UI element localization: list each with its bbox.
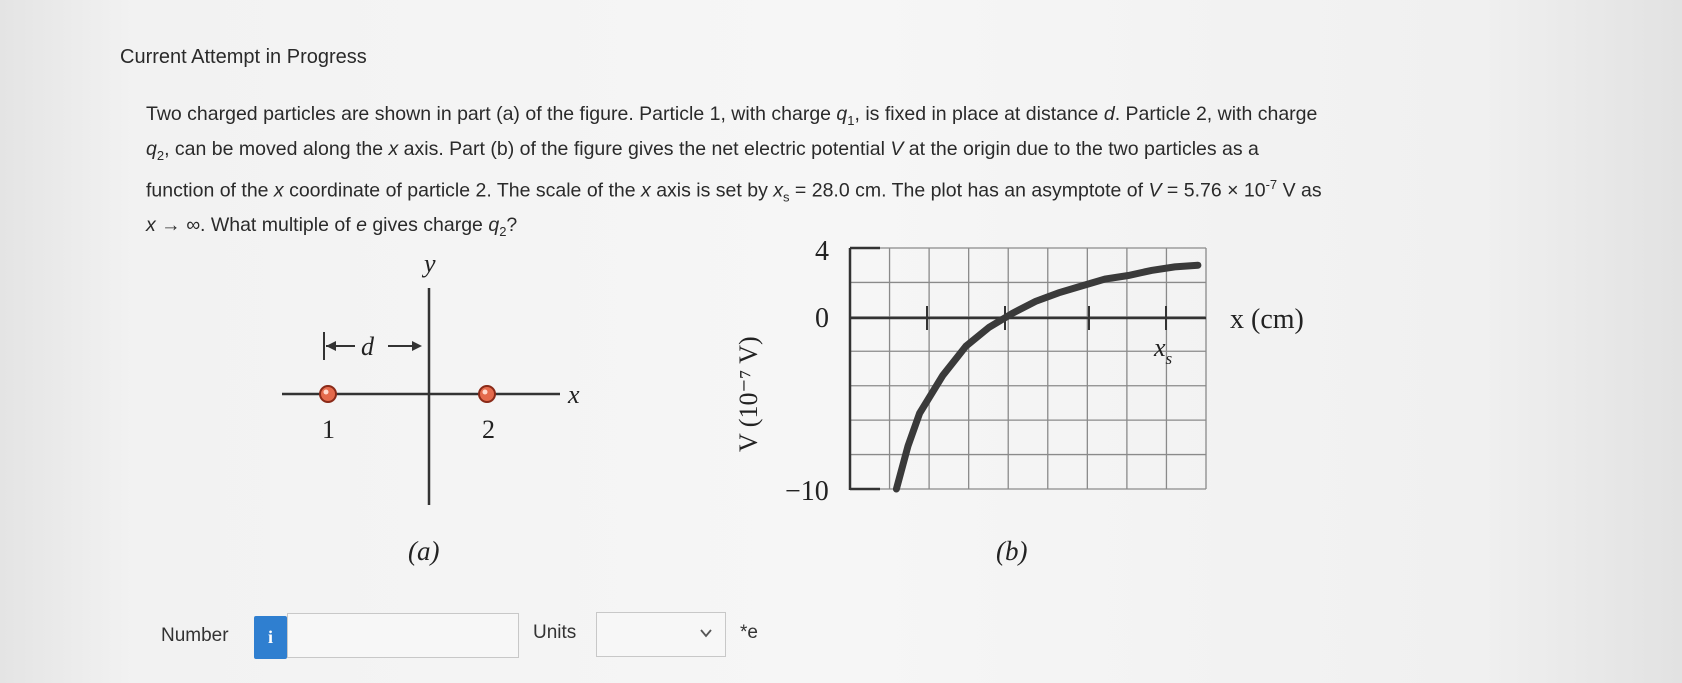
y-axis-label: y	[424, 249, 436, 278]
units-select[interactable]	[596, 612, 726, 657]
figure-a	[282, 249, 580, 566]
particle-1	[320, 386, 336, 444]
number-input[interactable]	[287, 613, 519, 658]
question-text: Two charged particles are shown in part (a) of the figure. Particle 1, with charge $q_1$, is fixed in place at distance d. Particle 2, with charge $q_2$, can be moved along the x axis. Part (b) of the figure gives the net electric potential V at the origin due to the two particles as a function of the x coordinate of particle 2. The scale of the x axis is set by $x_s = 28.0$ cm. The plot has an asymptote of $V = 5.76 \times 10^{-7}$ V as x → ∞. What multiple of e gives charge $q_2$?	[146, 103, 1322, 240]
x-axis-title: x (cm)	[1230, 304, 1304, 335]
y-axis-title: V (10⁻⁷ V)	[734, 336, 763, 452]
answer-suffix: *e	[740, 622, 758, 643]
info-icon[interactable]: i	[254, 616, 287, 659]
particle-1-label: 1	[322, 415, 335, 444]
y-tick-label-0: 0	[815, 303, 829, 334]
particle-2-label: 2	[482, 415, 495, 444]
particle-2	[479, 386, 495, 444]
section-heading: Current Attempt in Progress	[120, 46, 367, 68]
chevron-down-icon	[699, 626, 713, 640]
distance-d-marker	[324, 332, 422, 361]
d-label: d	[361, 332, 374, 361]
y-tick-label-4: 4	[815, 236, 829, 267]
y-tick-label-minus10: −10	[785, 476, 829, 507]
figure-b	[734, 236, 1304, 566]
caption-a: (a)	[408, 536, 440, 566]
x-axis-label: x	[568, 380, 580, 409]
xs-label: $x_s$	[1154, 333, 1173, 368]
units-label: Units	[533, 622, 577, 643]
caption-b: (b)	[996, 536, 1028, 566]
number-label: Number	[161, 625, 229, 646]
